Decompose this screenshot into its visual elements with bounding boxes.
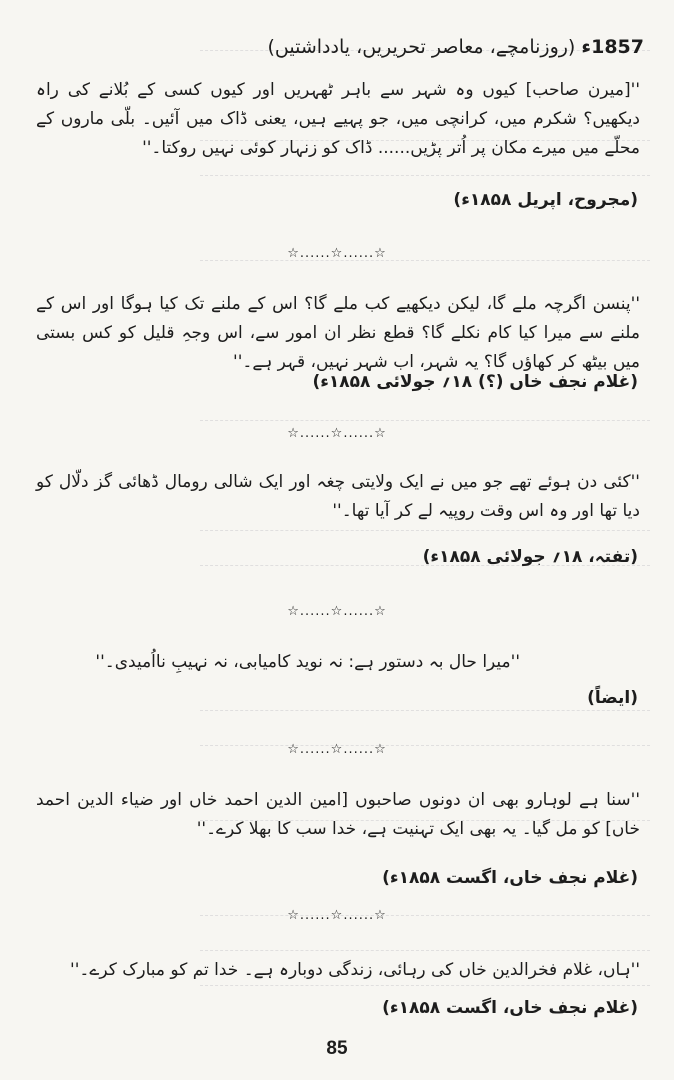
separator-stars: ☆......☆......☆ — [287, 908, 387, 923]
quote-citation: (ایضاً) — [587, 688, 638, 708]
quote-text: ''پنسن اگرچہ ملے گا، لیکن دیکھیے کب ملے گا؟ اس کے ملنے تک کیا ہوگا اور اس کے ملنے سے میرا کیا کام نکلے گا؟ قطع نظر ان امور سے، اس وجہِ قلیل کو کس بستی میں بیٹھ کر کھاؤں گا؟ یہ شہر، اب شہر نہیں، قہر ہے۔'' — [36, 294, 640, 372]
quote-block — [36, 786, 640, 844]
quote-block — [36, 956, 640, 985]
quote-citation: (تفتہ، ۱۸؍ جولائی ۱۸۵۸ء) — [422, 547, 638, 567]
quote-text: ''سنا ہے لوہارو بھی ان دونوں صاحبوں [امین الدین احمد خاں اور ضیاء الدین احمد خاں] کو مل گیا۔ یہ بھی ایک تہنیت ہے، خدا سب کا بھلا کرے۔'' — [36, 790, 640, 839]
quote-text: ''میرا حال بہ دستور ہے: نہ نوید کامیابی، نہ نہیبِ نااُمیدی۔'' — [95, 652, 520, 672]
separator-stars: ☆......☆......☆ — [287, 246, 387, 261]
page-number: 85 — [326, 1038, 348, 1059]
separator-stars: ☆......☆......☆ — [287, 604, 387, 619]
quote-block — [36, 290, 640, 377]
quote-block — [36, 648, 640, 676]
quote-block — [36, 76, 640, 163]
quote-text: ''کئی دن ہوئے تھے جو میں نے ایک ولایتی چغہ اور ایک شالی رومال ڈھائی گز دلّال کو دیا تھا اور وہ اس وقت روپیہ لے کر آیا تھا۔'' — [36, 472, 640, 521]
header-year: 1857ء — [581, 36, 644, 58]
page-header — [36, 34, 644, 60]
separator-stars: ☆......☆......☆ — [287, 742, 387, 757]
quote-citation: (غلام نجف خاں، اگست ۱۸۵۸ء) — [382, 998, 638, 1018]
quote-text: ''[میرن صاحب] کیوں وہ شہر سے باہر ٹھہریں اور کیوں کسی کے بُلانے کی راہ دیکھیں؟ شکرم میں، کرانچی میں، جو پہیے ہیں، یعنی ڈاک میں آئیں۔ بلّی ماروں کے محلّے میں میرے مکان پر اُتر پڑیں...... ڈاک کو زنہار کوئی نہیں روکتا۔'' — [36, 80, 640, 158]
quote-citation: (مجروح، اپریل ۱۸۵۸ء) — [453, 190, 638, 210]
separator-stars: ☆......☆......☆ — [287, 426, 387, 441]
quote-citation: (غلام نجف خاں (؟) ۱۸؍ جولائی ۱۸۵۸ء) — [312, 372, 638, 392]
quote-citation: (غلام نجف خاں، اگست ۱۸۵۸ء) — [382, 868, 638, 888]
quote-text: ''ہاں، غلام فخرالدین خاں کی رہائی، زندگی دوبارہ ہے۔ خدا تم کو مبارک کرے۔'' — [70, 960, 640, 980]
quote-block — [36, 468, 640, 526]
header-subtitle: (روزنامچے، معاصر تحریریں، یادداشتیں) — [267, 36, 576, 58]
